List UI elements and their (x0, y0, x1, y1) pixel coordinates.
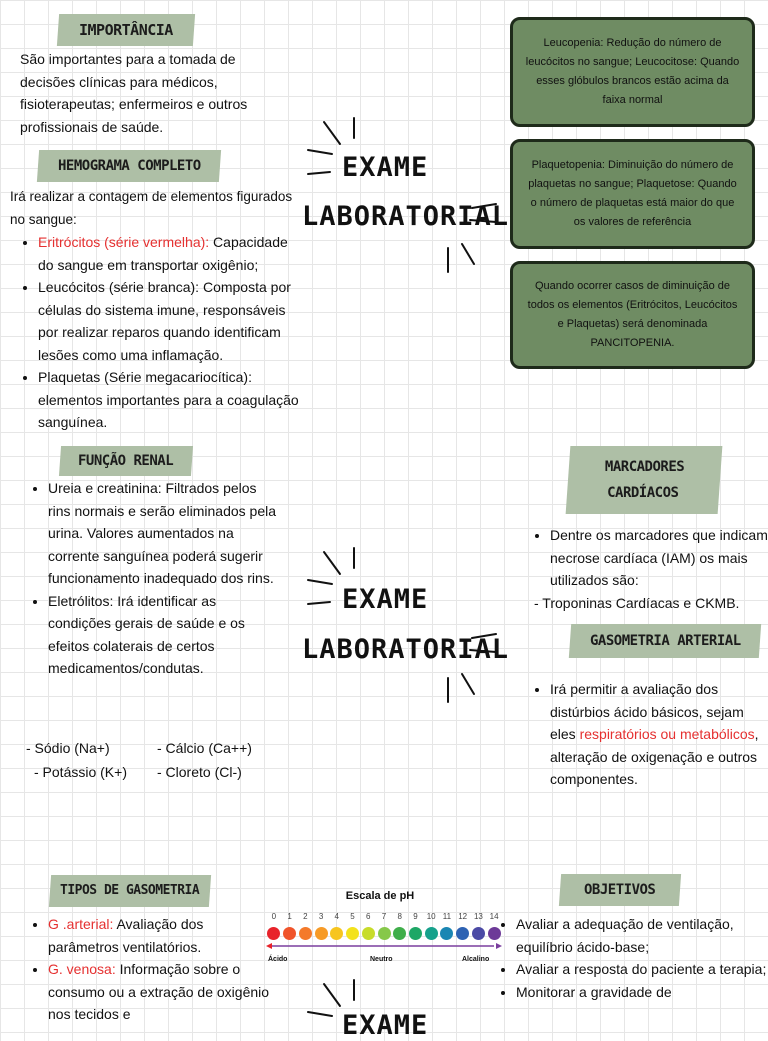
list-item: • Plaquetas (Série megacariocítica): elementos importantes para a coagulação sanguínea. (38, 366, 300, 434)
ph-number: 2 (303, 912, 308, 921)
ph-number: 10 (426, 912, 436, 921)
ph-label-acido: Ácido (268, 956, 288, 963)
ph-number: 14 (489, 912, 499, 921)
ph-dot (409, 927, 422, 940)
ph-label-alcalino: Alcalino (462, 956, 490, 963)
ph-scale-title: Escala de pH (345, 890, 415, 902)
burst-lines-icon (300, 112, 500, 277)
ph-dot (346, 927, 359, 940)
heading-objetivos: OBJETIVOS (559, 874, 681, 906)
ph-number: 8 (397, 912, 402, 921)
funcao-renal-section (20, 477, 280, 680)
ph-number: 0 (271, 912, 277, 921)
ph-scale (266, 912, 502, 970)
title-exame-2: EXAME (342, 584, 429, 615)
info-box-leucopenia: Leucopenia: Redução do número de leucócitos no sangue; Leucocitose: Quando esses glóbulos brancos estão acima da faixa normal (510, 17, 755, 127)
objetivos-section (490, 913, 768, 1003)
hemograma-list (10, 231, 300, 434)
ph-dot (425, 927, 438, 940)
ph-dot (267, 927, 280, 940)
ph-number: 7 (381, 912, 387, 921)
info-box-plaquetopenia: Plaquetopenia: Diminuição do número de plaquetas no sangue; Plaquetose: Quando o número de plaquetas está maior do que os valores de referência (510, 139, 755, 249)
info-box-pancitopenia: Quando ocorrer casos de diminuição de todos os elementos (Eritrócitos, Leucócitos e Plaquetas) será denominada PANCITOPENIA. (510, 261, 755, 369)
marcadores-sub: - Troponinas Cardíacas e CKMB. (534, 594, 740, 611)
ph-dot (299, 927, 312, 940)
ph-number: 4 (334, 912, 339, 921)
heading-importancia: IMPORTÂNCIA (57, 14, 195, 46)
ph-number: 13 (473, 912, 483, 921)
hemograma-intro: Irá realizar a contagem de elementos figurados no sangue: (10, 189, 293, 227)
ph-dot (456, 927, 469, 940)
ph-number: 12 (458, 912, 468, 921)
ph-dot (362, 927, 375, 940)
marcadores-section (522, 524, 768, 614)
ph-number: 11 (442, 912, 452, 921)
hemograma-section (10, 186, 300, 434)
list-item: • Avaliar a adequação de ventilação, equilíbrio ácido-base; (516, 913, 768, 958)
title-exame-1: EXAME (342, 152, 429, 183)
burst-lines-icon (300, 542, 500, 707)
list-item: • Avaliar a resposta do paciente a terapia; (516, 958, 768, 981)
gasometria-arterial-section (522, 678, 768, 791)
ph-dot (315, 927, 328, 940)
gasometria-list (522, 678, 768, 791)
eritrocitos-term: Eritrócitos (série vermelha): (38, 234, 210, 250)
heading-marcadores: MARCADORES CARDÍACOS (566, 446, 723, 514)
heading-tipos-gasometria: TIPOS DE GASOMETRIA (49, 875, 211, 907)
ph-arrow-icon (266, 942, 502, 950)
ph-dot (283, 927, 296, 940)
list-item: • G. venosa: Informação sobre o consumo ou a extração de oxigênio nos tecidos e (48, 958, 270, 1026)
list-item: • Monitorar a gravidade de (516, 981, 768, 1004)
ph-dot (472, 927, 485, 940)
ph-number: 1 (287, 912, 292, 921)
ph-number: 5 (350, 912, 355, 921)
ph-dot (330, 927, 343, 940)
list-item: • G .arterial: Avaliação dos parâmetros ventilatórios. (48, 913, 270, 958)
tipos-section (20, 913, 270, 1026)
ph-dots (266, 926, 502, 942)
funcao-renal-list (20, 477, 280, 680)
heading-funcao-renal: FUNÇÃO RENAL (59, 446, 193, 476)
ph-dot (393, 927, 406, 940)
ph-dot (378, 927, 391, 940)
ph-label-neutro: Neutro (370, 956, 393, 963)
electrolyte-potassio: - Potássio (K+) (34, 764, 127, 780)
list-item: • Ureia e creatinina: Filtrados pelos rins normais e serão eliminados pela urina. Valores aumentados na corrente sanguínea poderá sugerir funcionamento inadequado dos rins. (48, 477, 280, 590)
electrolyte-cloreto: - Cloreto (Cl-) (157, 764, 242, 780)
tipos-list (20, 913, 270, 1026)
heading-hemograma: HEMOGRAMA COMPLETO (37, 150, 221, 182)
electrolyte-sodio: - Sódio (Na+) (26, 740, 110, 756)
electrolyte-calcio: - Cálcio (Ca++) (157, 740, 252, 756)
ph-number: 3 (318, 912, 324, 921)
list-item: • Leucócitos (série branca): Composta por células do sistema imune, responsáveis por realizar reparos quando identificam lesões como uma inflamação. (38, 276, 300, 366)
heading-gasometria-arterial: GASOMETRIA ARTERIAL (569, 624, 761, 658)
ph-number: 9 (413, 912, 418, 921)
list-item: • Eletrólitos: Irá identificar as condições gerais de saúde e os efeitos colaterais de certos medicamentos/condutas. (48, 590, 280, 680)
marcadores-list (522, 524, 768, 592)
title-laboratorial-2: LABORATORIAL (302, 634, 510, 665)
ph-dot (440, 927, 453, 940)
importancia-text: São importantes para a tomada de decisões clínicas para médicos, fisioterapeutas; enfermeiros e outros profissionais de saúde. (20, 51, 248, 135)
list-item: • Irá permitir a avaliação dos distúrbios ácido básicos, sejam eles respiratórios ou metabólicos, alteração de oxigenação e outros componentes. (550, 678, 768, 791)
title-exame-3: EXAME (342, 1010, 429, 1041)
objetivos-list (490, 913, 768, 1003)
title-laboratorial-1: LABORATORIAL (302, 201, 510, 232)
list-item: • Eritrócitos (série vermelha): Capacidade do sangue em transportar oxigênio; (38, 231, 300, 276)
list-item: • Dentre os marcadores que indicam necrose cardíaca (IAM) os mais utilizados são: (550, 524, 768, 592)
ph-number: 6 (366, 912, 371, 921)
ph-numbers (266, 912, 502, 924)
